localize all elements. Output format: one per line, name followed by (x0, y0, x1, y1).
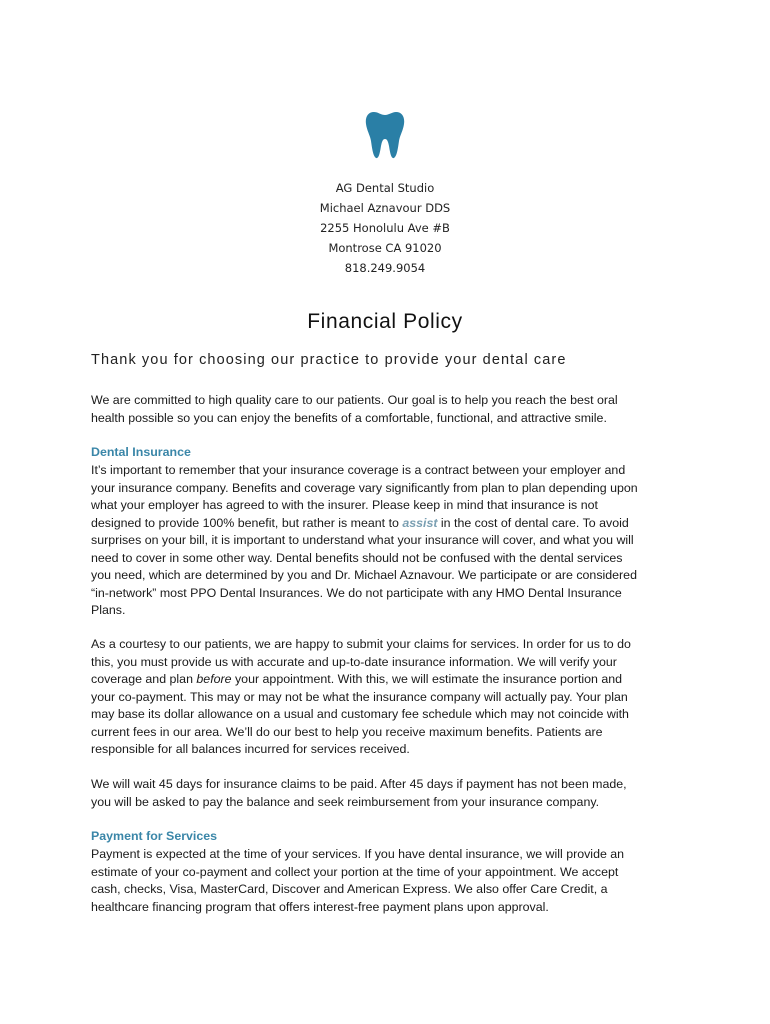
page-title: Financial Policy (307, 310, 463, 333)
practice-header (0, 178, 770, 278)
intro-paragraph: We are committed to high quality care to our patients. Our goal is to help you reach the best oral health possible so you can enjoy the benefits of a comfortable, functional, and attractive smile. (91, 393, 618, 425)
practice-name: AG Dental Studio (335, 181, 435, 195)
insurance-paragraph-3: We will wait 45 days for insurance claims to be paid. After 45 days if payment has not been made, you will be asked to pay the balance and seek reimbursement from your insurance company. (91, 777, 627, 809)
page-subtitle: Thank you for choosing our practice to provide your dental care (91, 352, 567, 368)
address-line2: Montrose CA 91020 (328, 241, 442, 255)
tooth-icon (365, 110, 405, 160)
insurance-paragraph-1: It’s important to remember that your insurance coverage is a contract between your employer and your insurance company. Benefits and coverage vary significantly from plan to plan depending upon what your employer has agreed to with the insurer. Please keep in mind that insurance is not designed to provide 100% benefit, but rather is meant to assist in the cost of dental care. To avoid surprises on your bill, it is important to understand what your insurance will cover, and what you will need to cover in some other way. Dental benefits should not be confused with the dental services you need, which are determined by you and Dr. Michael Aznavour. We participate or are considered “in-network” most PPO Dental Insurances. We do not participate with any HMO Dental Insurance Plans. (91, 463, 638, 617)
before-emphasis: before (196, 672, 232, 686)
payment-heading: Payment for Services (91, 829, 218, 843)
assist-emphasis: assist (402, 515, 438, 530)
payment-paragraph: Payment is expected at the time of your services. If you have dental insurance, we will provide an estimate of your co-payment and collect your portion at the time of your appointment. We accept cash, checks, Visa, MasterCard, Discover and American Express. We also offer Care Credit, a healthcare financing program that offers interest-free payment plans upon approval. (91, 847, 625, 914)
dental-insurance-heading: Dental Insurance (91, 445, 191, 459)
doctor-name: Michael Aznavour DDS (319, 201, 451, 215)
address-line1: 2255 Honolulu Ave #B (320, 221, 450, 235)
insurance-paragraph-2: As a courtesy to our patients, we are happy to submit your claims for services. In order for us to do this, you must provide us with accurate and up-to-date insurance information. We will verify your coverage and plan before your appointment. With this, we will estimate the insurance portion and your co-payment. This may or may not be what the insurance company will actually pay. Your plan may base its dollar allowance on a usual and customary fee schedule which may not coincide with current fees in our area. We’ll do our best to help you receive maximum benefits. Patients are responsible for all balances incurred for services received. (91, 637, 631, 756)
phone-number: 818.249.9054 (344, 261, 426, 275)
